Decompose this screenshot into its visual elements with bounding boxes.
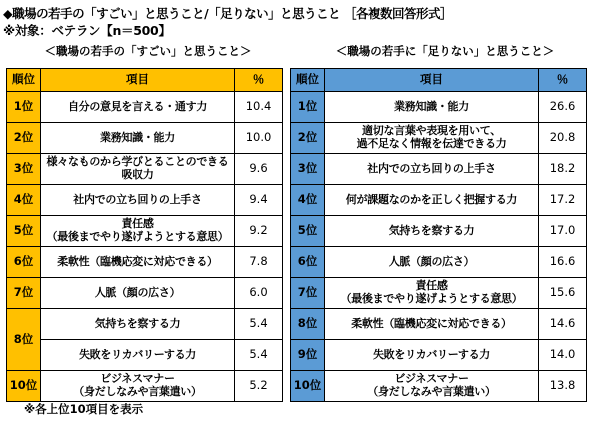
rank-cell: 5位 [291, 216, 325, 247]
item-cell: 社内での立ち回りの上手さ [325, 154, 539, 185]
percent-cell: 5.2 [235, 371, 283, 402]
rank-cell: 1位 [7, 92, 41, 123]
item-cell: ビジネスマナー （身だしなみや言葉遣い） [325, 371, 539, 402]
item-cell: ビジネスマナー （身だしなみや言葉遣い） [41, 371, 235, 402]
table-row [7, 278, 283, 309]
table-row [291, 278, 587, 309]
table-row [7, 123, 283, 154]
right-table-title: ＜職場の若手に「足りない」と思うこと＞ [335, 44, 555, 58]
item-cell: 柔軟性（臨機応変に対応できる） [41, 247, 235, 278]
table-row [291, 123, 587, 154]
table-row [291, 309, 587, 340]
item-cell: 失敗をリカバリーする力 [41, 340, 235, 371]
rank-cell: 3位 [291, 154, 325, 185]
table-row [291, 371, 587, 402]
rank-cell: 1位 [291, 92, 325, 123]
percent-header: ％ [539, 69, 587, 92]
item-cell: 社内での立ち回りの上手さ [41, 185, 235, 216]
percent-cell: 10.0 [235, 123, 283, 154]
table-row [291, 185, 587, 216]
rank-cell: 5位 [7, 216, 41, 247]
percent-cell: 20.8 [539, 123, 587, 154]
table-header-row [7, 69, 283, 92]
table-row [7, 371, 283, 402]
item-cell: 業務知識・能力 [41, 123, 235, 154]
percent-cell: 18.2 [539, 154, 587, 185]
rank-cell: 7位 [291, 278, 325, 309]
footnote: ※各上位10項目を表示 [24, 402, 144, 416]
table-row [7, 92, 283, 123]
rank-cell: 10位 [7, 371, 41, 402]
rank-header: 順位 [7, 69, 41, 92]
rank-cell: 3位 [7, 154, 41, 185]
rank-cell: 9位 [291, 340, 325, 371]
rank-cell: 10位 [291, 371, 325, 402]
table-row [7, 216, 283, 247]
rank-cell: 8位 [7, 309, 41, 371]
table-row [7, 340, 283, 371]
item-cell: 適切な言葉や表現を用いて、 過不足なく情報を伝達できる力 [325, 123, 539, 154]
rank-cell: 8位 [291, 309, 325, 340]
left-table-title: ＜職場の若手の「すごい」と思うこと＞ [44, 44, 252, 58]
percent-cell: 26.6 [539, 92, 587, 123]
percent-cell: 15.6 [539, 278, 587, 309]
percent-cell: 5.4 [235, 309, 283, 340]
rank-cell: 6位 [291, 247, 325, 278]
percent-cell: 17.2 [539, 185, 587, 216]
item-cell: 自分の意見を言える・通す力 [41, 92, 235, 123]
item-header: 項目 [41, 69, 235, 92]
lacking-ranking-table [290, 68, 587, 402]
item-cell: 人脈（顔の広さ） [41, 278, 235, 309]
table-row [291, 154, 587, 185]
item-cell: 失敗をリカバリーする力 [325, 340, 539, 371]
percent-cell: 9.6 [235, 154, 283, 185]
table-row [291, 340, 587, 371]
item-cell: 責任感 （最後までやり遂げようとする意思） [41, 216, 235, 247]
percent-cell: 9.2 [235, 216, 283, 247]
rank-cell: 4位 [291, 185, 325, 216]
survey-subject: ※対象：ベテラン【n＝500】 [3, 23, 171, 38]
item-cell: 気持ちを察する力 [41, 309, 235, 340]
rank-cell: 4位 [7, 185, 41, 216]
rank-cell: 2位 [291, 123, 325, 154]
percent-cell: 17.0 [539, 216, 587, 247]
table-row [291, 247, 587, 278]
percent-cell: 5.4 [235, 340, 283, 371]
table-row [7, 309, 283, 340]
percent-cell: 6.0 [235, 278, 283, 309]
table-row [7, 154, 283, 185]
table-row [291, 92, 587, 123]
page-title: ◆職場の若手の「すごい」と思うこと/「足りない」と思うこと ［各複数回答形式］ [3, 6, 453, 21]
percent-cell: 10.4 [235, 92, 283, 123]
table-row [291, 216, 587, 247]
percent-cell: 13.8 [539, 371, 587, 402]
percent-cell: 14.0 [539, 340, 587, 371]
percent-cell: 14.6 [539, 309, 587, 340]
item-header: 項目 [325, 69, 539, 92]
item-cell: 様々なものから学びとることのできる 吸収力 [41, 154, 235, 185]
rank-cell: 7位 [7, 278, 41, 309]
percent-header: ％ [235, 69, 283, 92]
percent-cell: 7.8 [235, 247, 283, 278]
item-cell: 何が課題なのかを正しく把握する力 [325, 185, 539, 216]
rank-header: 順位 [291, 69, 325, 92]
item-cell: 業務知識・能力 [325, 92, 539, 123]
rank-cell: 2位 [7, 123, 41, 154]
percent-cell: 9.4 [235, 185, 283, 216]
item-cell: 責任感 （最後までやり遂げようとする意思） [325, 278, 539, 309]
rank-cell: 6位 [7, 247, 41, 278]
item-cell: 気持ちを察する力 [325, 216, 539, 247]
table-header-row [291, 69, 587, 92]
table-row [7, 185, 283, 216]
item-cell: 柔軟性（臨機応変に対応できる） [325, 309, 539, 340]
percent-cell: 16.6 [539, 247, 587, 278]
impressive-ranking-table [6, 68, 283, 402]
table-row [7, 247, 283, 278]
item-cell: 人脈（顔の広さ） [325, 247, 539, 278]
